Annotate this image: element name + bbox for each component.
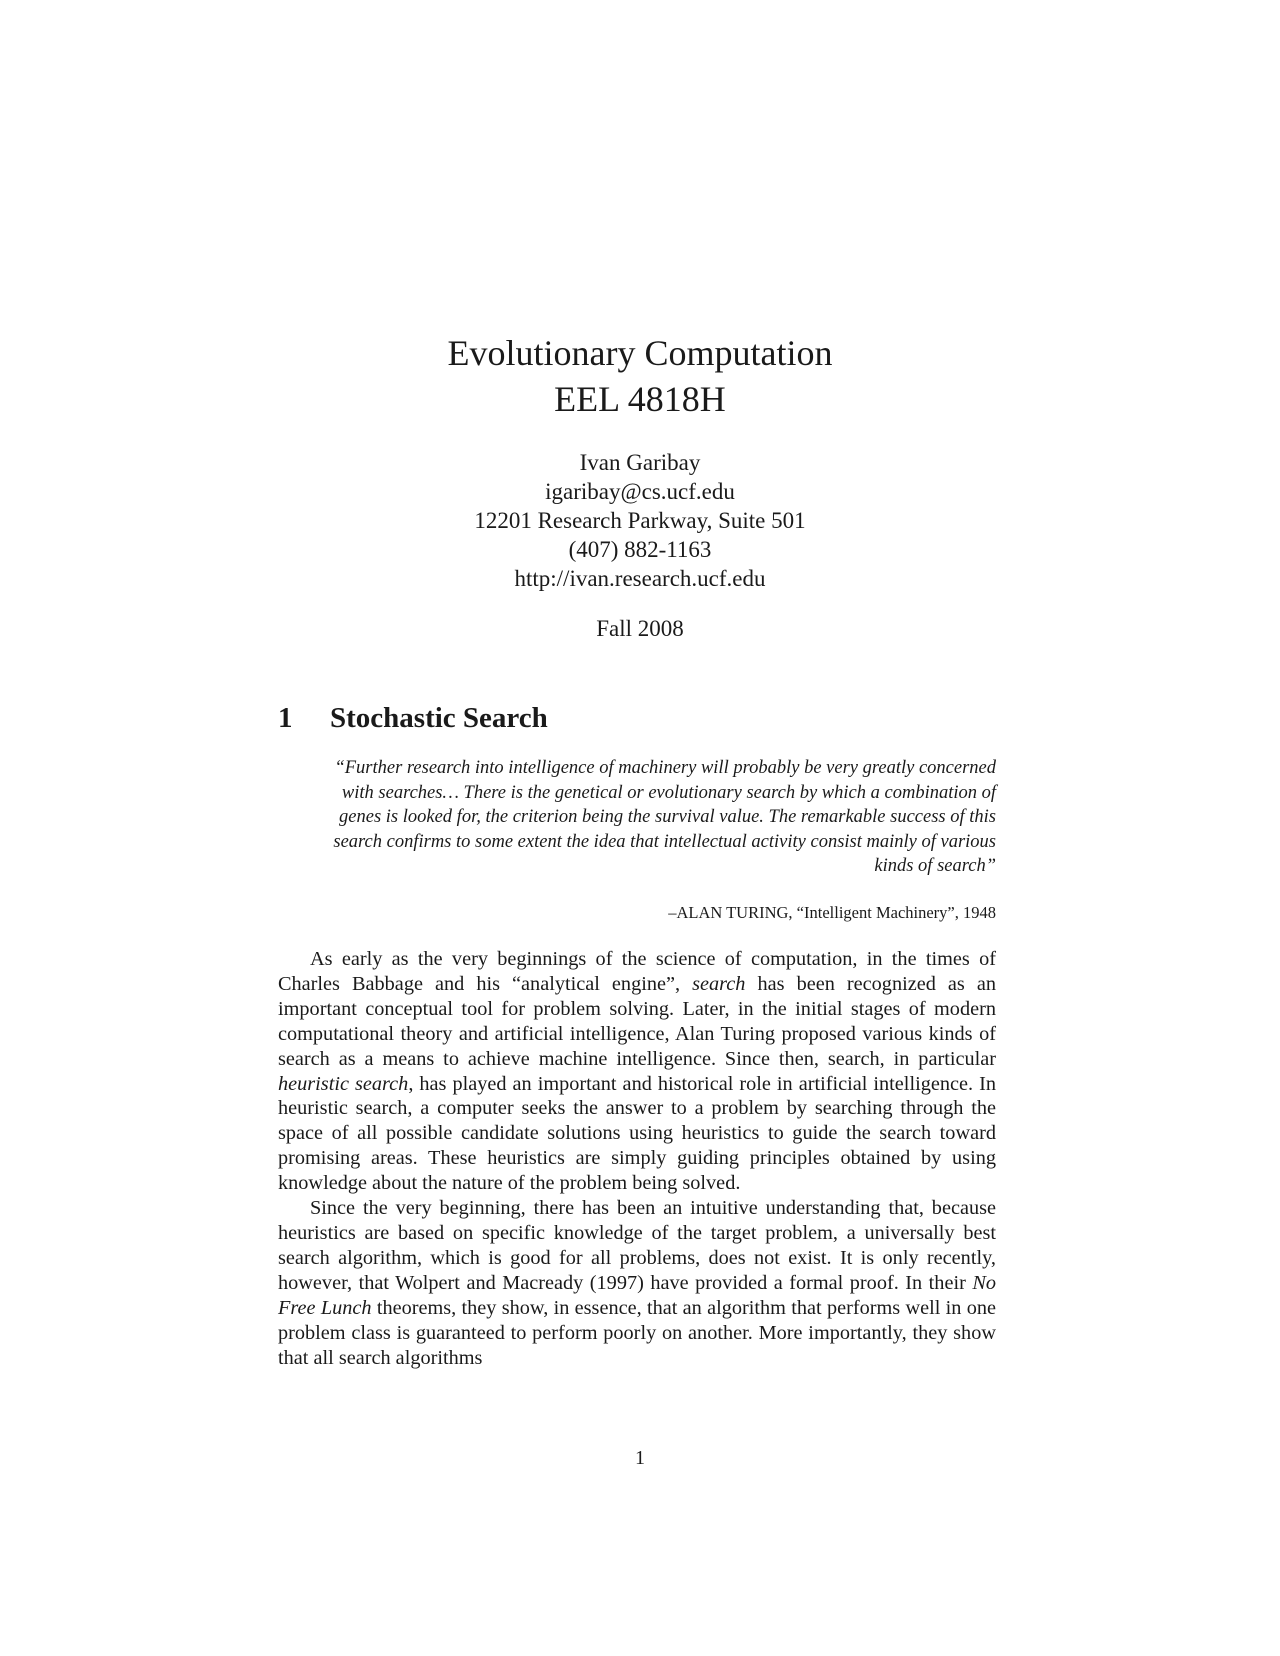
author-address: 12201 Research Parkway, Suite 501	[474, 508, 806, 533]
section-title: Stochastic Search	[330, 702, 548, 734]
author-phone: (407) 882-1163	[568, 537, 712, 562]
author-name: Ivan Garibay	[579, 450, 701, 475]
author-info	[0, 448, 1280, 593]
paragraph-1-text-b: has been recognized as an important conceptual tool for problem solving. Later, in the initial stages of modern computational theory and artificial intelligence, Alan Turing proposed various kinds of search as a means to achieve machine intelligence. Since then, search, in particular	[278, 972, 996, 1070]
document-title	[0, 330, 1280, 422]
paragraph-1	[278, 947, 996, 1196]
page-number: 1	[635, 1447, 645, 1469]
paragraph-2-text-b: theorems, they show, in essence, that an algorithm that performs well in one problem class is guaranteed to perform poorly on another. More importantly, they show that all search algorithms	[278, 1296, 996, 1369]
paragraph-2-text-a: Since the very beginning, there has been an intuitive understanding that, because heuristics are based on specific knowledge of the target problem, a universally best search algorithm, which is good for all problems, does not exist. It is only recently, however, that Wolpert and Macready (1997) have provided a formal proof. In their	[278, 1197, 996, 1294]
body-text	[278, 947, 996, 1370]
section-heading	[278, 700, 548, 736]
author-email: igaribay@cs.ucf.edu	[545, 479, 735, 504]
epigraph-quote: “Further research into intelligence of machinery will probably be very greatly concerned with searches… There is the genetical or evolutionary search by which a combination of genes is looked for, the criterion being the survival value. The remarkable success of this search confirms to some extent the idea that intellectual activity consist mainly of various kinds of search”	[333, 758, 996, 877]
document-date: Fall 2008	[596, 616, 684, 641]
section-number: 1	[278, 702, 293, 734]
paragraph-1-text-a: As early as the very beginnings of the science of computation, in the times of Charles Babbage and his “analytical engine”,	[278, 948, 996, 995]
paragraph-1-emphasis-search: search	[692, 972, 746, 995]
title-course-code: EEL 4818H	[554, 379, 726, 419]
paragraph-1-text-c: , has played an important and historical role in artificial intelligence. In heuristic search, a computer seeks the answer to a problem by searching through the space of all possible candidate solutions using heuristics to guide the search toward promising areas. These heuristics are simply guiding principles obtained by using knowledge about the nature of the problem being solved.	[278, 1072, 996, 1195]
paragraph-2	[278, 1196, 996, 1370]
paragraph-2-emphasis-no-free-lunch: No Free Lunch	[278, 1271, 996, 1319]
epigraph-attribution: –ALAN TURING, “Intelligent Machinery”, 1948	[668, 903, 996, 922]
author-url: http://ivan.research.ucf.edu	[514, 566, 766, 591]
paragraph-1-emphasis-heuristic-search: heuristic search	[278, 1072, 409, 1095]
title-course-name: Evolutionary Computation	[447, 333, 833, 373]
